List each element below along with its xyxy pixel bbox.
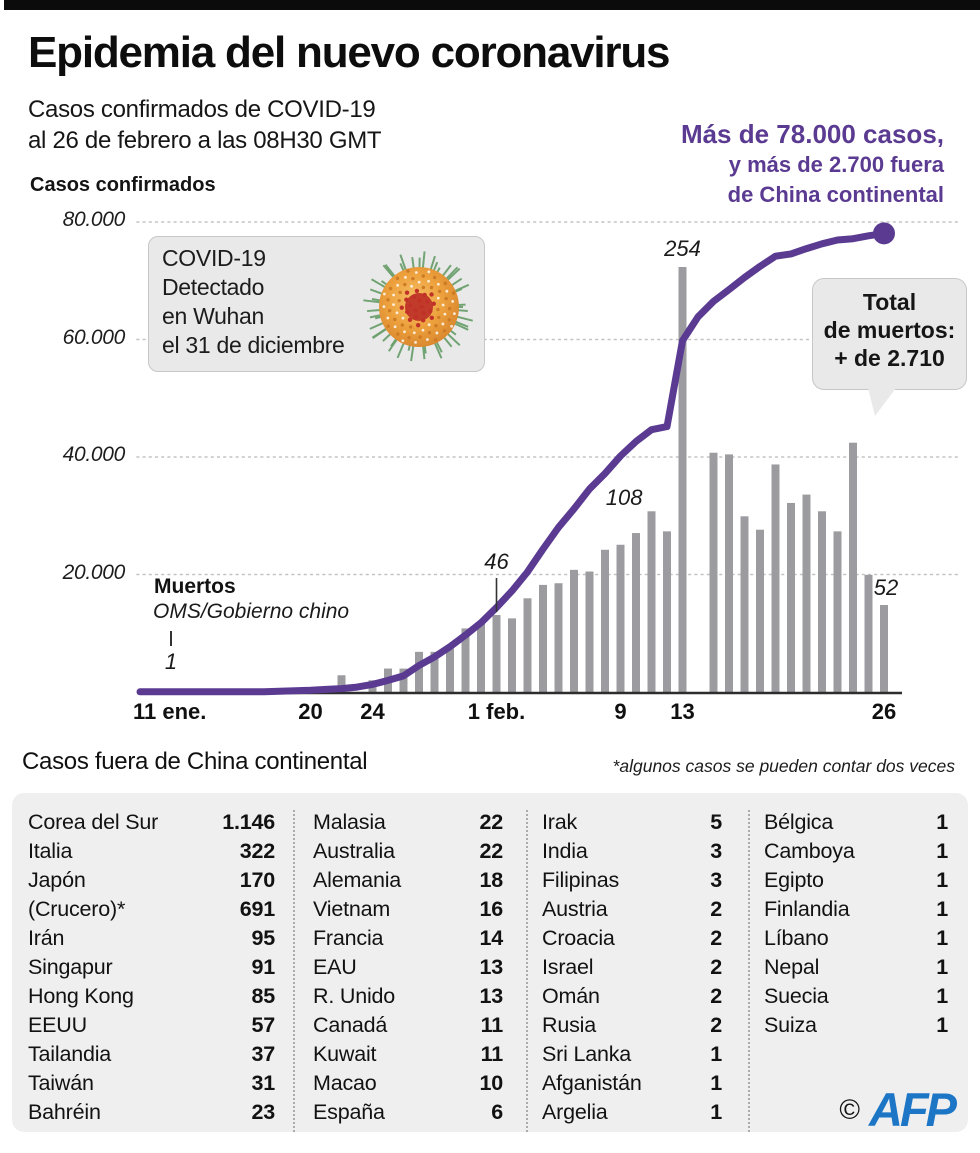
table-row (542, 1071, 722, 1100)
case-count: 170 (239, 868, 275, 892)
country-name: Macao (313, 1071, 377, 1095)
line-end-dot (873, 222, 895, 244)
outside-cases-title: Casos fuera de China continental (22, 748, 368, 775)
y-tick-20000: 20.000 (62, 560, 125, 584)
table-row (542, 984, 722, 1013)
case-count: 6 (491, 1100, 503, 1124)
table-row (764, 1013, 948, 1042)
table-row (542, 1100, 722, 1129)
country-name: Austria (542, 897, 608, 921)
table-row (542, 868, 722, 897)
outside-cases-note: *algunos casos se pueden contar dos veces (612, 756, 955, 776)
country-name: Suiza (764, 1013, 817, 1037)
x-tick-1feb: 1 feb. (467, 699, 526, 724)
case-count: 1 (710, 1042, 722, 1066)
case-count: 1 (710, 1100, 722, 1124)
case-count: 3 (710, 839, 722, 863)
table-row (542, 810, 722, 839)
table-row (542, 955, 722, 984)
table-row (28, 1100, 275, 1129)
bubble-tail (868, 388, 896, 416)
case-count: 691 (239, 897, 275, 921)
country-name: Francia (313, 926, 384, 950)
table-row (542, 926, 722, 955)
case-count: 22 (479, 839, 503, 863)
case-count: 1 (936, 810, 948, 834)
table-row (28, 926, 275, 955)
table-row (28, 1071, 275, 1100)
table-row (764, 926, 948, 955)
country-name: Afganistán (542, 1071, 642, 1095)
outside-cases-table (12, 793, 968, 1132)
table-row (542, 839, 722, 868)
table-row (542, 1042, 722, 1071)
country-name: Alemania (313, 868, 402, 892)
table-row (313, 1013, 503, 1042)
x-tick-9: 9 (614, 699, 627, 724)
country-name: Israel (542, 955, 594, 979)
deaths-series-label: Muertos (154, 575, 236, 598)
case-count: 1 (936, 868, 948, 892)
country-name: Italia (28, 839, 73, 863)
country-name: Vietnam (313, 897, 391, 921)
country-name: R. Unido (313, 984, 396, 1008)
cases-column (12, 810, 295, 1132)
case-count: 322 (239, 839, 275, 863)
case-count: 18 (479, 868, 503, 892)
copyright-icon: © (839, 1093, 860, 1125)
y-tick-80000: 80.000 (62, 208, 125, 231)
country-name: Nepal (764, 955, 820, 979)
country-name: Bélgica (764, 810, 834, 834)
page-title: Epidemia del nuevo coronavirus (28, 28, 670, 77)
table-row (28, 955, 275, 984)
case-count: 37 (251, 1042, 275, 1066)
table-row (764, 984, 948, 1013)
country-name: Tailandia (28, 1042, 112, 1066)
case-count: 31 (251, 1071, 275, 1095)
country-name: Irak (542, 810, 578, 834)
case-count: 10 (479, 1071, 503, 1095)
case-count: 1.146 (222, 810, 275, 834)
table-row (313, 1071, 503, 1100)
x-tick-13: 13 (670, 699, 695, 724)
bubble-line-3: + de 2.710 (834, 345, 945, 371)
afp-logo: AFP (869, 1083, 954, 1136)
country-name: Kuwait (313, 1042, 377, 1066)
cases-column (528, 810, 750, 1132)
country-name: Corea del Sur (28, 810, 159, 834)
label-254: 254 (664, 236, 701, 261)
subtitle-line-2: al 26 de febrero a las 08H30 GMT (28, 127, 382, 154)
case-count: 1 (936, 897, 948, 921)
label-108: 108 (605, 485, 643, 511)
case-count: 2 (710, 1013, 722, 1037)
case-count: 13 (479, 955, 503, 979)
highlight-line-1: Más de 78.000 casos, (680, 119, 944, 149)
country-name: Hong Kong (28, 984, 134, 1008)
table-row (542, 897, 722, 926)
table-row (764, 955, 948, 984)
case-count: 3 (710, 868, 722, 892)
case-count: 2 (710, 984, 722, 1008)
case-count: 2 (710, 926, 722, 950)
country-name: Croacia (542, 926, 615, 950)
table-row (28, 1042, 275, 1071)
x-tick-26: 26 (871, 699, 897, 724)
bubble-line-1: Total (862, 289, 917, 315)
case-count: 1 (936, 955, 948, 979)
table-row (313, 897, 503, 926)
afp-credit (839, 1082, 954, 1137)
x-tick-20: 20 (298, 699, 323, 724)
country-name: Finlandia (764, 897, 850, 921)
table-row (764, 839, 948, 868)
case-count: 1 (936, 926, 948, 950)
country-name: Rusia (542, 1013, 596, 1037)
country-name: (Crucero)* (28, 897, 126, 921)
country-name: Sri Lanka (542, 1042, 632, 1066)
case-count: 1 (936, 1013, 948, 1037)
table-row (764, 810, 948, 839)
covid-callout-line-1: COVID-19 (162, 245, 266, 271)
country-name: Irán (28, 926, 65, 950)
case-count: 85 (251, 984, 275, 1008)
deaths-total-bubble (812, 278, 967, 390)
case-count: 13 (479, 984, 503, 1008)
case-count: 14 (479, 926, 503, 950)
country-name: España (313, 1100, 385, 1124)
country-name: EAU (313, 955, 357, 979)
country-name: Egipto (764, 868, 824, 892)
case-count: 5 (710, 810, 722, 834)
bubble-line-2: de muertos: (823, 317, 956, 343)
country-name: Omán (542, 984, 600, 1008)
highlight-line-3: de China continental (727, 182, 944, 207)
table-row (28, 897, 275, 926)
x-tick-11ene: 11 ene. (133, 699, 207, 724)
country-name: Singapur (28, 955, 113, 979)
case-count: 1 (710, 1071, 722, 1095)
covid-callout-line-2: Detectado (162, 274, 265, 300)
case-count: 91 (251, 955, 275, 979)
country-name: India (542, 839, 588, 863)
highlight-line-2: y más de 2.700 fuera (728, 152, 944, 177)
country-name: Japón (28, 868, 86, 892)
table-row (313, 926, 503, 955)
country-name: Australia (313, 839, 395, 863)
cases-column (295, 810, 528, 1132)
table-row (28, 1013, 275, 1042)
country-name: Argelia (542, 1100, 608, 1124)
coronavirus-illustration-icon (355, 243, 483, 371)
case-count: 2 (710, 955, 722, 979)
country-name: Suecia (764, 984, 829, 1008)
table-row (313, 1042, 503, 1071)
case-count: 1 (936, 839, 948, 863)
y-tick-60000: 60.000 (62, 325, 125, 349)
table-row (28, 984, 275, 1013)
table-row (313, 984, 503, 1013)
chart-title: Casos confirmados (30, 174, 216, 196)
country-name: EEUU (28, 1013, 87, 1037)
case-count: 22 (479, 810, 503, 834)
table-row (313, 1100, 503, 1129)
subtitle-line-1: Casos confirmados de COVID-19 (28, 96, 376, 123)
table-row (28, 839, 275, 868)
case-count: 95 (251, 926, 275, 950)
country-name: Taiwán (28, 1071, 94, 1095)
table-row (28, 810, 275, 839)
case-count: 57 (251, 1013, 275, 1037)
covid-callout-line-4: el 31 de diciembre (162, 332, 345, 358)
table-row (313, 839, 503, 868)
country-name: Bahréin (28, 1100, 101, 1124)
case-count: 11 (480, 1042, 503, 1066)
table-row (313, 955, 503, 984)
country-name: Líbano (764, 926, 829, 950)
case-count: 11 (480, 1013, 503, 1037)
country-name: Canadá (313, 1013, 388, 1037)
case-count: 23 (251, 1100, 275, 1124)
covid-callout-line-3: en Wuhan (162, 303, 265, 329)
table-row (313, 868, 503, 897)
table-row (28, 868, 275, 897)
y-tick-40000: 40.000 (62, 443, 125, 466)
country-name: Camboya (764, 839, 855, 863)
x-tick-24: 24 (360, 699, 385, 724)
case-count: 2 (710, 897, 722, 921)
table-row (764, 897, 948, 926)
label-46: 46 (484, 549, 509, 575)
country-name: Filipinas (542, 868, 620, 892)
label-1: 1 (164, 649, 178, 674)
case-count: 1 (936, 984, 948, 1008)
case-count: 16 (479, 897, 503, 921)
label-52: 52 (873, 574, 899, 600)
table-row (542, 1013, 722, 1042)
country-name: Malasia (313, 810, 386, 834)
table-row (313, 810, 503, 839)
table-row (764, 868, 948, 897)
deaths-series-source: OMS/Gobierno chino (153, 600, 350, 623)
